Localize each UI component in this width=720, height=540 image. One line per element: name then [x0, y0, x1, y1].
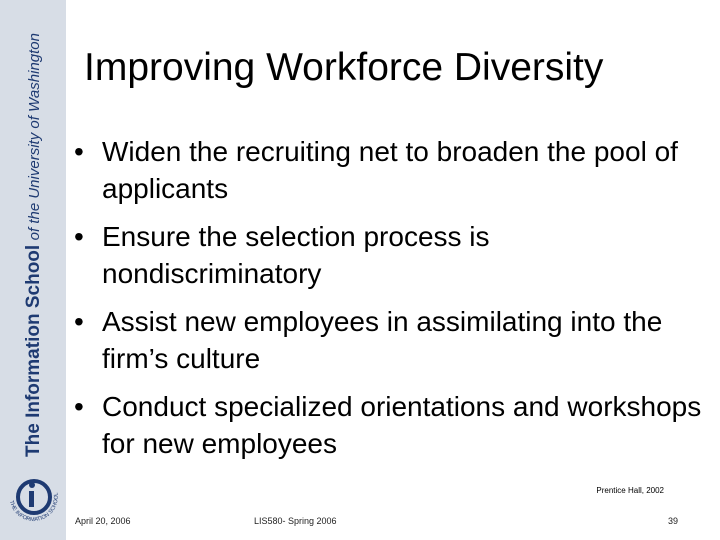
page-number: 39 — [667, 516, 678, 526]
school-name-bold: The Information School — [23, 244, 44, 457]
logo-ring-text: THE INFORMATION SCHOOL — [7, 492, 60, 524]
information-school-logo — [2, 455, 64, 527]
bullet-dot: • — [74, 221, 84, 252]
bullet-item — [74, 303, 704, 377]
bullet-list — [74, 133, 704, 473]
school-name-italic: of the University of Washington — [26, 33, 43, 241]
source-citation: Prentice Hall, 2002 — [596, 486, 664, 495]
bullet-dot: • — [74, 136, 84, 167]
bullet-dot: • — [74, 391, 84, 422]
slide-title: Improving Workforce Diversity — [84, 46, 604, 89]
footer-date: April 20, 2006 — [75, 516, 131, 526]
bullet-dot: • — [74, 306, 84, 337]
bullet-text: Conduct specialized orientations and workshops for new employees — [102, 391, 702, 459]
bullet-item — [74, 133, 704, 207]
bullet-item — [74, 218, 704, 292]
sidebar — [0, 0, 66, 540]
bullet-text: Widen the recruiting net to broaden the pool of applicants — [102, 136, 678, 204]
footer-course: LIS580- Spring 2006 — [254, 516, 337, 526]
bullet-text: Assist new employees in assimilating into the firm’s culture — [102, 306, 663, 374]
bullet-item — [74, 388, 704, 462]
school-name — [23, 33, 45, 457]
bullet-text: Ensure the selection process is nondiscriminatory — [102, 221, 490, 289]
